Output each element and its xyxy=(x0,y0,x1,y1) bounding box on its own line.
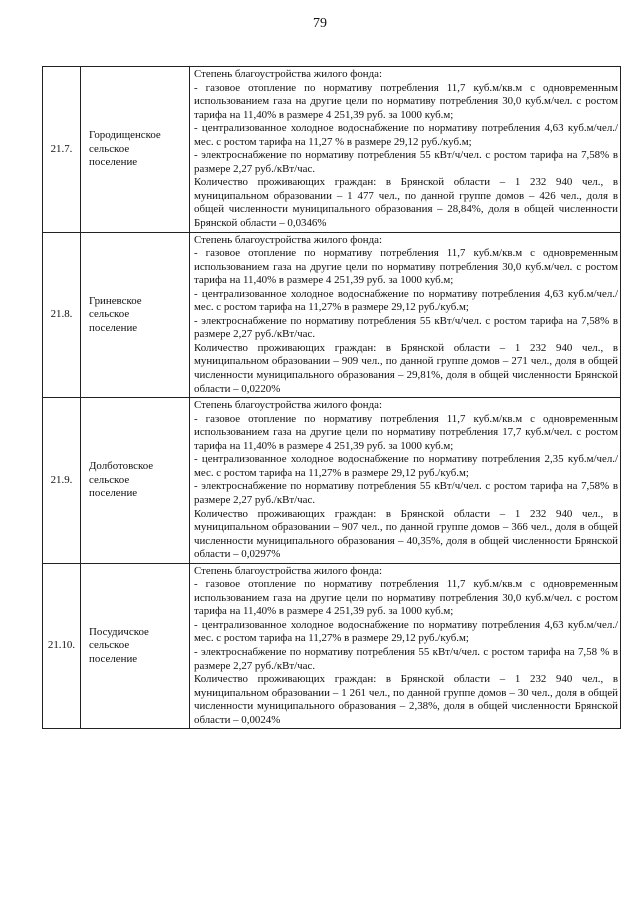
gas-heating-item: - газовое отопление по нормативу потребления 11,7 куб.м/кв.м с одновременным использованием газа на другие цели по нормативу потребления 30,0 куб.м/чел. с ростом тарифа на 11,40% в размере 4 251,39 руб. за 1000 куб.м; xyxy=(194,81,618,121)
table-row xyxy=(43,232,621,398)
population-item: Количество проживающих граждан: в Брянской области – 1 232 940 чел., в муниципальном образовании – 1 477 чел., по данной группе домов – 426 чел., доля в общей численности муниципального образования – 28,84%, доля в общей численности Брянской области – 0,0346% xyxy=(194,176,618,230)
description-heading: Степень благоустройства жилого фонда: xyxy=(194,233,383,246)
row-number: 21.9. xyxy=(43,398,81,564)
settlements-table xyxy=(42,66,621,729)
housing-description xyxy=(190,398,621,564)
settlement-name xyxy=(81,398,190,564)
settlement-name-line: Городищенское xyxy=(89,128,161,141)
settlement-name-line: сельское xyxy=(89,473,130,486)
table-body xyxy=(43,67,621,729)
housing-description xyxy=(190,563,621,729)
settlement-name-line: поселение xyxy=(89,487,138,500)
settlement-name-line: Гриневское xyxy=(89,294,142,307)
population-item: Количество проживающих граждан: в Брянской области – 1 232 940 чел., в муниципальном образовании – 907 чел., по данной группе домов – 366 чел., доля в общей численности муниципального образования – 40,35%, доля в общей численности Брянской области – 0,0297% xyxy=(194,507,618,561)
settlement-name-line: Долботовское xyxy=(89,460,154,473)
housing-description xyxy=(190,232,621,398)
water-supply-item: - централизованное холодное водоснабжение по нормативу потребления 4,63 куб.м/чел./мес. с ростом тарифа на 11,27 % в размере 29,12 руб./куб.м; xyxy=(194,122,618,148)
settlement-name-line: Посудичское xyxy=(89,625,149,638)
gas-heating-item: - газовое отопление по нормативу потребления 11,7 куб.м/кв.м с одновременным использованием газа на другие цели по нормативу потребления 30,0 куб.м/чел. с ростом тарифа на 11,40% в размере 4 251,39 руб. за 1000 куб.м; xyxy=(194,578,618,618)
settlement-name xyxy=(81,563,190,729)
settlement-name xyxy=(81,232,190,398)
settlement-name-line: сельское xyxy=(89,639,130,652)
population-item: Количество проживающих граждан: в Брянской области – 1 232 940 чел., в муниципальном образовании – 909 чел., по данной группе домов – 271 чел., доля в общей численности муниципального образования – 29,81%, доля в общей численности Брянской области – 0,0220% xyxy=(194,341,618,395)
water-supply-item: - централизованное холодное водоснабжение по нормативу потребления 4,63 куб.м/чел./мес. с ростом тарифа на 11,27% в размере 29,12 руб./куб.м; xyxy=(194,618,618,645)
water-supply-item: - централизованное холодное водоснабжение по нормативу потребления 4,63 куб.м/чел./мес. с ростом тарифа на 11,27% в размере 29,12 руб./куб.м; xyxy=(194,287,618,314)
settlement-name-line: сельское xyxy=(89,142,130,155)
electricity-item: - электроснабжение по нормативу потребления 55 кВт/ч/чел. с ростом тарифа на 7,58% в размере 2,27 руб./кВт/час. xyxy=(194,480,618,506)
table-row xyxy=(43,563,621,729)
settlement-name-line: поселение xyxy=(89,652,138,665)
gas-heating-item: - газовое отопление по нормативу потребления 11,7 куб.м/кв.м с одновременным использованием газа на другие цели по нормативу потребления 30,0 куб.м/чел. с ростом тарифа на 11,40% в размере 4 251,39 руб. за 1000 куб.м; xyxy=(194,247,618,287)
row-number: 21.7. xyxy=(43,67,81,233)
page-number: 79 xyxy=(313,16,327,31)
gas-heating-item: - газовое отопление по нормативу потребления 11,7 куб.м/кв.м с одновременным использованием газа на другие цели по нормативу потребления 17,7 куб.м/чел. с ростом тарифа на 11,40% в размере 4 251,39 руб. за 1000 куб.м; xyxy=(194,412,618,452)
water-supply-item: - централизованное холодное водоснабжение по нормативу потребления 2,35 куб.м/чел./мес. с ростом тарифа на 11,27% в размере 29,12 руб./куб.м; xyxy=(194,453,618,479)
table-row xyxy=(43,398,621,564)
electricity-item: - электроснабжение по нормативу потребления 55 кВт/ч/чел. с ростом тарифа на 7,58% в размере 2,27 руб./кВт/час. xyxy=(194,149,618,175)
settlement-name xyxy=(81,67,190,233)
settlement-name-line: сельское xyxy=(89,308,130,321)
row-number: 21.10. xyxy=(43,563,81,729)
settlement-name-line: поселение xyxy=(89,321,138,334)
row-number: 21.8. xyxy=(43,232,81,398)
description-heading: Степень благоустройства жилого фонда: xyxy=(194,68,383,80)
settlement-name-line: поселение xyxy=(89,156,138,169)
housing-description xyxy=(190,67,621,233)
electricity-item: - электроснабжение по нормативу потребления 55 кВт/ч/чел. с ростом тарифа на 7,58 % в размере 2,27 руб./кВт/час. xyxy=(194,645,618,672)
electricity-item: - электроснабжение по нормативу потребления 55 кВт/ч/чел. с ростом тарифа на 7,58% в размере 2,27 руб./кВт/час. xyxy=(194,314,618,341)
description-heading: Степень благоустройства жилого фонда: xyxy=(194,564,383,577)
table-row xyxy=(43,67,621,233)
description-heading: Степень благоустройства жилого фонда: xyxy=(194,399,383,412)
population-item: Количество проживающих граждан: в Брянской области – 1 232 940 чел., в муниципальном образовании – 1 261 чел., по данной группе домов – 30 чел., доля в общей численности муниципального образования – 2,38%, доля в общей численности Брянской области – 0,0024% xyxy=(194,673,618,726)
